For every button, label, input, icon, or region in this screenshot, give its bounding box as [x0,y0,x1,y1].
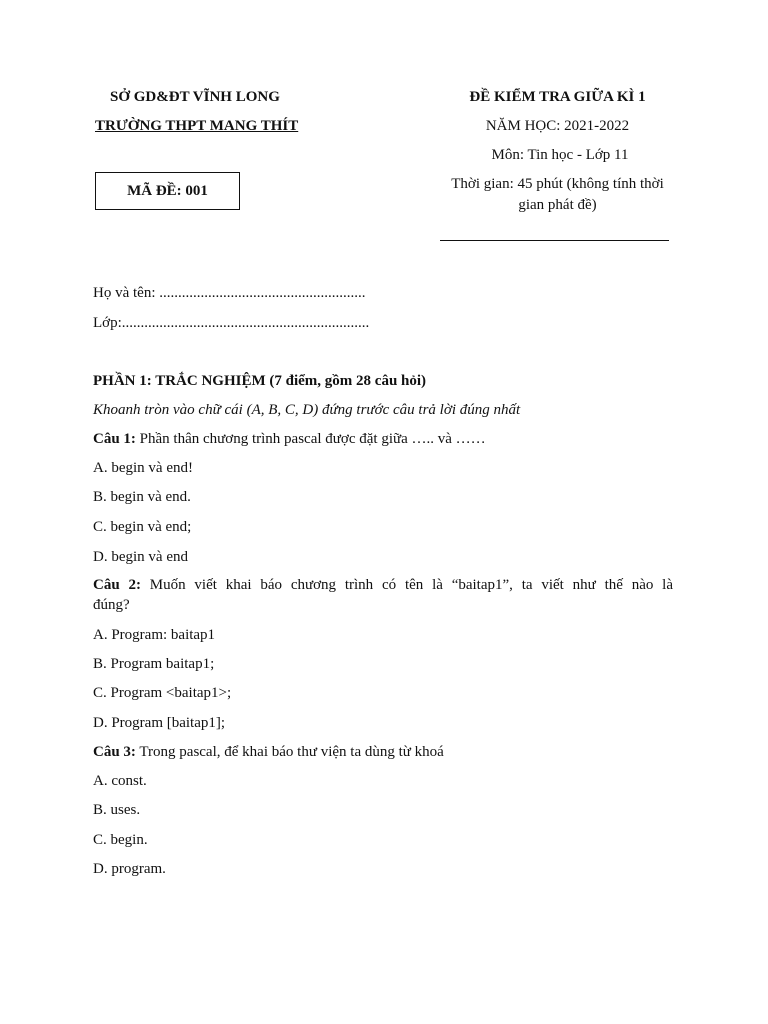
section-instruction: Khoanh tròn vào chữ cái (A, B, C, D) đứng trước câu trả lời đúng nhất [93,402,521,418]
time-line-2: gian phát đề) [518,197,597,213]
option-1b: B. begin và end. [93,489,191,505]
time-line-1: Thời gian: 45 phút (không tính thời [451,176,664,192]
option-3b: B. uses. [93,802,141,818]
question-2-line-2: đúng? [93,597,130,613]
question-3 [93,743,444,761]
exam-code: MÃ ĐỀ: 001 [127,183,208,199]
question-label: Câu 1: [93,431,136,447]
student-class-field: Lớp:.................................................................. [93,315,370,331]
option-1d: D. begin và end [93,549,188,565]
question-2-line-1 [93,576,673,594]
question-label: Câu 3: [93,744,136,760]
question-text: Phần thân chương trình pascal được đặt giữa ….. và …… [135,431,486,447]
option-1c: C. begin và end; [93,519,192,535]
subject-line: Môn: Tin học - Lớp 11 [491,147,629,163]
option-1a: A. begin và end! [93,460,193,476]
option-3a: A. const. [93,773,147,789]
option-2a: A. Program: baitap1 [93,627,216,643]
school-year: NĂM HỌC: 2021-2022 [485,118,630,134]
option-2b: B. Program baitap1; [93,656,215,672]
student-name-field: Họ và tên: ....................................................... [93,285,366,301]
option-3c: C. begin. [93,832,148,848]
question-1 [93,430,486,448]
option-2c: C. Program <baitap1>; [93,685,232,701]
question-text: Muốn viết khai báo chương trình có tên là “baitap1”, ta viết như thế nào là [140,577,673,593]
option-3d: D. program. [93,861,166,877]
school-name: TRƯỜNG THPT MANG THÍT [95,118,299,134]
question-text: Trong pascal, để khai báo thư viện ta dùng từ khoá [135,744,444,760]
section-title: PHẦN 1: TRẮC NGHIỆM (7 điểm, gồm 28 câu hỏi) [93,373,427,389]
question-label: Câu 2: [93,577,141,593]
department-name: SỞ GD&ĐT VĨNH LONG [110,89,280,105]
header-divider [440,240,669,241]
exam-title: ĐỀ KIỂM TRA GIỮA KÌ 1 [469,89,646,105]
option-2d: D. Program [baitap1]; [93,715,226,731]
exam-code-box [95,172,240,210]
